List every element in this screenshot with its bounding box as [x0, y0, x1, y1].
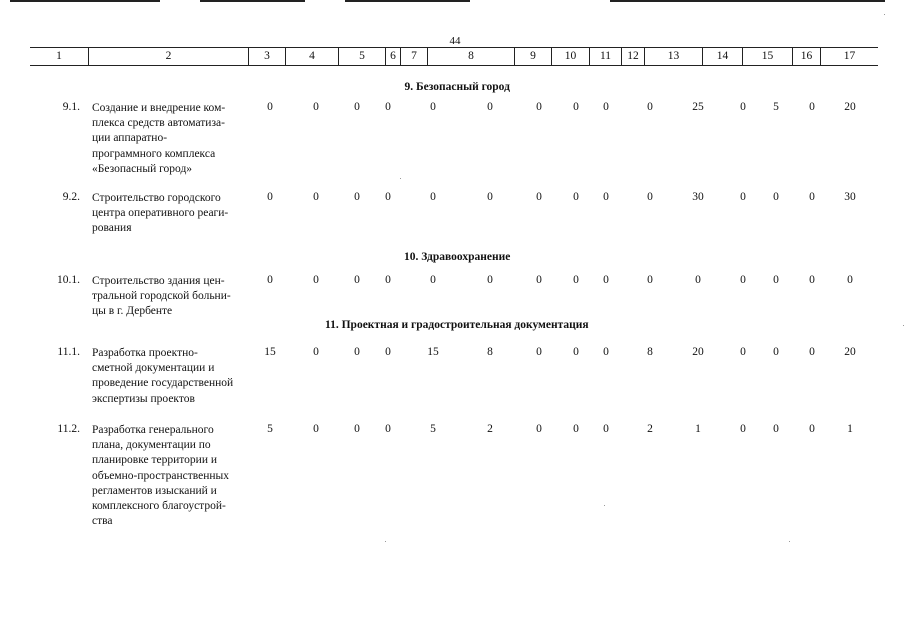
- value-cell: 0: [573, 274, 579, 286]
- value-cell: 0: [809, 274, 815, 286]
- value-cell: 0: [267, 191, 273, 203]
- section-title: 9. Безопасный город: [404, 81, 510, 93]
- value-cell: 0: [773, 346, 779, 358]
- header-cell: 4: [285, 48, 338, 65]
- value-cell: 0: [267, 101, 273, 113]
- row-name: Строительство городского центра оперативного реаги- рования: [92, 192, 229, 235]
- value-cell: 15: [264, 346, 276, 358]
- value-cell: 0: [573, 191, 579, 203]
- header-cell: 8: [427, 48, 514, 65]
- value-cell: 0: [573, 101, 579, 113]
- page-number: 44: [449, 35, 461, 47]
- value-cell: 5: [267, 423, 273, 435]
- scan-speck: [789, 541, 790, 542]
- value-cell: 0: [385, 191, 391, 203]
- header-cell: 7: [400, 48, 427, 65]
- value-cell: 0: [740, 346, 746, 358]
- header-cell: 9: [514, 48, 551, 65]
- value-cell: 0: [354, 423, 360, 435]
- value-cell: 20: [844, 346, 856, 358]
- value-cell: 0: [573, 423, 579, 435]
- value-cell: 0: [740, 101, 746, 113]
- value-cell: 0: [430, 101, 436, 113]
- scan-speck: [400, 178, 401, 179]
- scan-speck: [604, 505, 605, 506]
- value-cell: 0: [487, 101, 493, 113]
- value-cell: 0: [536, 101, 542, 113]
- value-cell: 0: [773, 423, 779, 435]
- value-cell: 0: [385, 423, 391, 435]
- value-cell: 0: [313, 191, 319, 203]
- top-border-line: [345, 0, 470, 2]
- value-cell: 0: [536, 423, 542, 435]
- scan-speck: [385, 541, 386, 542]
- row-name: Разработка генерального плана, документации по планировке территории и объемно-пространственных регламентов изысканий и комплексного благоустрой- ства: [92, 424, 229, 528]
- value-cell: 0: [809, 423, 815, 435]
- value-cell: 5: [773, 101, 779, 113]
- top-border-line: [10, 0, 160, 2]
- value-cell: 0: [809, 101, 815, 113]
- header-cell: 2: [88, 48, 248, 65]
- value-cell: 0: [603, 346, 609, 358]
- header-cell: 14: [702, 48, 742, 65]
- value-cell: 0: [536, 274, 542, 286]
- value-cell: 0: [773, 274, 779, 286]
- row-number: 11.2.: [57, 423, 80, 435]
- value-cell: 0: [267, 274, 273, 286]
- value-cell: 0: [313, 423, 319, 435]
- value-cell: 0: [847, 274, 853, 286]
- value-cell: 0: [430, 274, 436, 286]
- value-cell: 20: [692, 346, 704, 358]
- header-cell: 13: [644, 48, 702, 65]
- value-cell: 0: [536, 346, 542, 358]
- section-title: 10. Здравоохранение: [404, 251, 511, 263]
- value-cell: 1: [847, 423, 853, 435]
- value-cell: 0: [603, 274, 609, 286]
- value-cell: 0: [313, 274, 319, 286]
- value-cell: 15: [427, 346, 439, 358]
- top-border-line: [200, 0, 305, 2]
- header-cell: 6: [385, 48, 400, 65]
- value-cell: 0: [809, 191, 815, 203]
- value-cell: 0: [354, 191, 360, 203]
- value-cell: 0: [536, 191, 542, 203]
- value-cell: 25: [692, 101, 704, 113]
- value-cell: 2: [487, 423, 493, 435]
- header-cell: 10: [551, 48, 589, 65]
- section-title: 11. Проектная и градостроительная документация: [325, 319, 589, 331]
- value-cell: 1: [695, 423, 701, 435]
- value-cell: 0: [385, 274, 391, 286]
- header-cell: 3: [248, 48, 285, 65]
- row-name: Создание и внедрение ком- плекса средств автоматиза- ции аппаратно- программного комплекса «Безопасный город»: [92, 102, 226, 175]
- row-number: 11.1.: [57, 346, 80, 358]
- table-header-row: [30, 47, 878, 66]
- value-cell: 30: [692, 191, 704, 203]
- value-cell: 0: [487, 191, 493, 203]
- value-cell: 8: [487, 346, 493, 358]
- row-number: 9.1.: [62, 101, 80, 113]
- header-cell: 12: [621, 48, 644, 65]
- row-name: Разработка проектно- сметной документации и проведение государственной экспертизы проектов: [92, 347, 234, 405]
- value-cell: 0: [573, 346, 579, 358]
- value-cell: 0: [354, 346, 360, 358]
- value-cell: 0: [740, 423, 746, 435]
- value-cell: 0: [695, 274, 701, 286]
- value-cell: 0: [354, 101, 360, 113]
- value-cell: 30: [844, 191, 856, 203]
- value-cell: 0: [313, 101, 319, 113]
- header-cell: 17: [820, 48, 878, 65]
- value-cell: 2: [647, 423, 653, 435]
- value-cell: 0: [354, 274, 360, 286]
- value-cell: 0: [313, 346, 319, 358]
- value-cell: 0: [647, 274, 653, 286]
- scan-speck: [903, 325, 904, 326]
- value-cell: 0: [385, 346, 391, 358]
- value-cell: 0: [603, 191, 609, 203]
- value-cell: 20: [844, 101, 856, 113]
- value-cell: 0: [487, 274, 493, 286]
- value-cell: 5: [430, 423, 436, 435]
- value-cell: 0: [740, 274, 746, 286]
- value-cell: 0: [603, 423, 609, 435]
- top-border-line: [610, 0, 885, 2]
- value-cell: 0: [430, 191, 436, 203]
- value-cell: 0: [385, 101, 391, 113]
- value-cell: 0: [647, 191, 653, 203]
- scan-speck: [884, 14, 885, 15]
- header-cell: 11: [589, 48, 621, 65]
- value-cell: 8: [647, 346, 653, 358]
- row-name: Строительство здания цен- тральной городской больни- цы в г. Дербенте: [92, 275, 231, 318]
- row-number: 9.2.: [62, 191, 80, 203]
- value-cell: 0: [603, 101, 609, 113]
- header-cell: 16: [792, 48, 820, 65]
- value-cell: 0: [740, 191, 746, 203]
- value-cell: 0: [773, 191, 779, 203]
- header-cell: 1: [56, 50, 62, 62]
- value-cell: 0: [647, 101, 653, 113]
- row-number: 10.1.: [57, 274, 80, 286]
- header-cell: 5: [338, 48, 385, 65]
- header-cell: 15: [742, 48, 792, 65]
- value-cell: 0: [809, 346, 815, 358]
